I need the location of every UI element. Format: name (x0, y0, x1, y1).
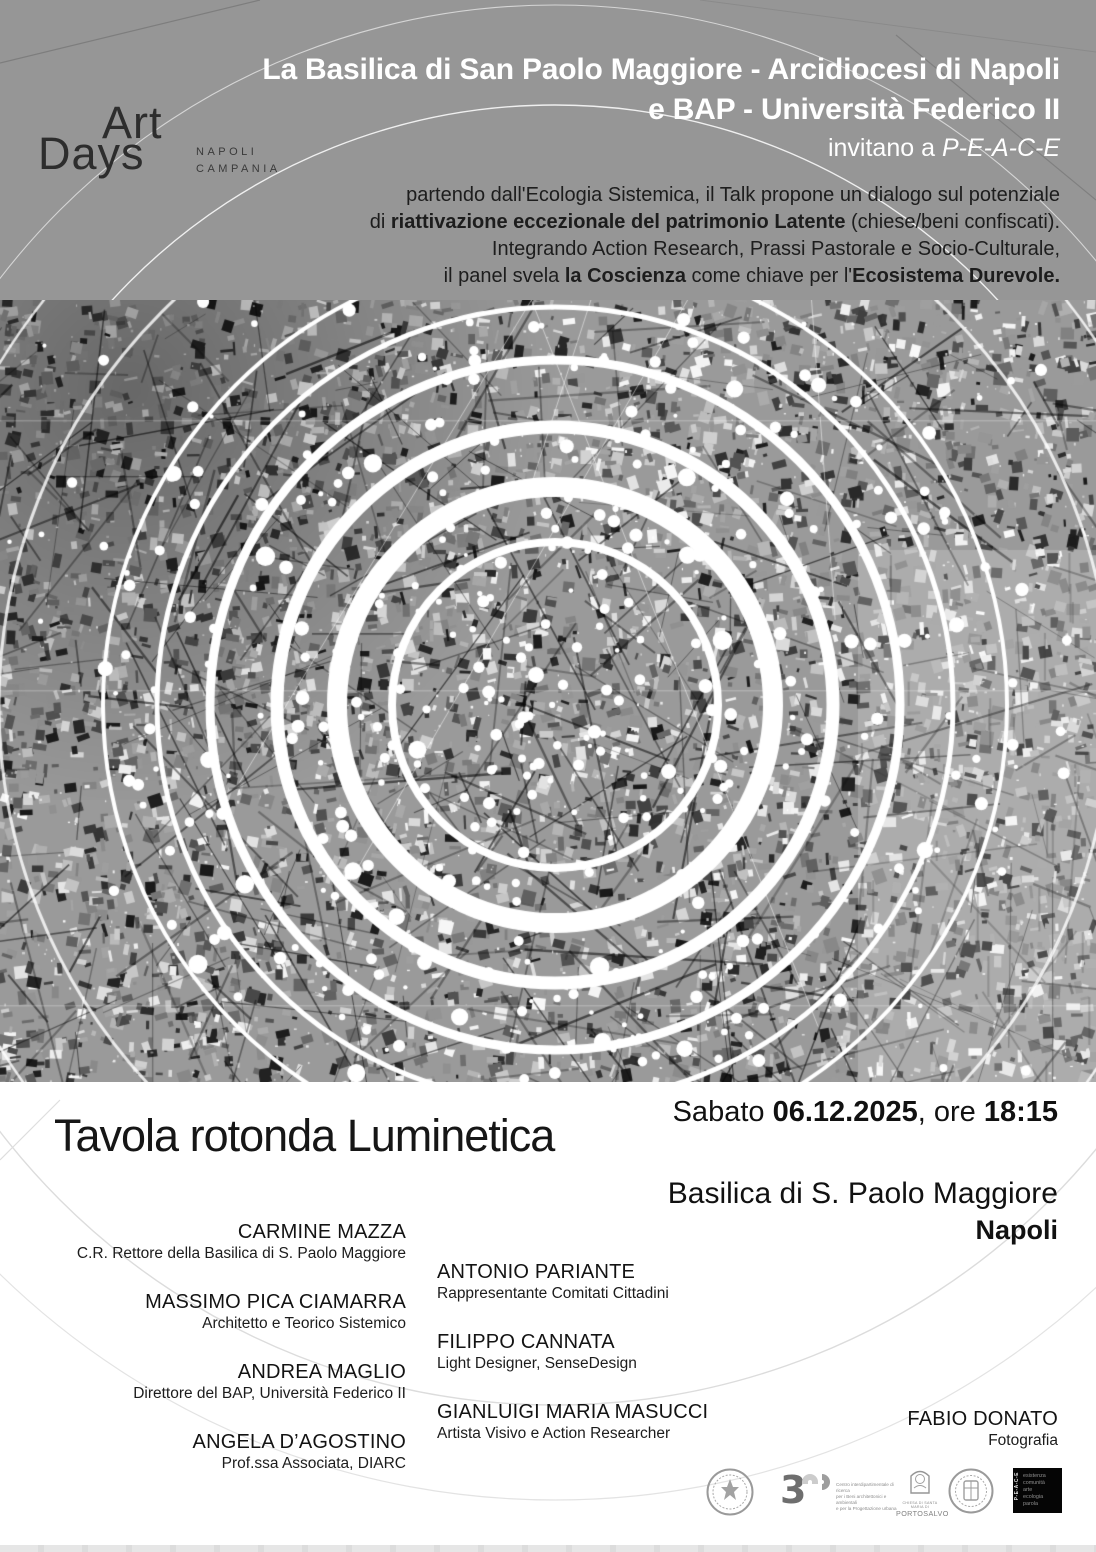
speaker-name: CARMINE MAZZA (237, 1221, 406, 1243)
speaker-role: Rappresentante Comitati Cittadini (437, 1285, 669, 1302)
event-title: Tavola rotonda Luminetica (54, 1110, 555, 1161)
university-seal-icon (706, 1468, 754, 1516)
portosalvo-arch-icon (908, 1466, 932, 1494)
header-title-line2: e BAP - Università Federico II (648, 93, 1060, 126)
venue-name: Basilica di S. Paolo Maggiore (667, 1177, 1058, 1210)
paragraph-line1: partendo dall'Ecologia Sistemica, il Talk propone un dialogo sul potenziale (406, 184, 1060, 206)
speaker-entry (40, 1290, 406, 1334)
satellite-map-naples (0, 300, 1096, 1082)
speaker-name: ANGELA D’AGOSTINO (192, 1431, 406, 1453)
speaker-role: Fotografia (988, 1432, 1058, 1449)
speaker-name: ANTONIO PARIANTE (437, 1261, 636, 1283)
speaker-role: Architetto e Teorico Sistemico (202, 1315, 406, 1332)
header-title-line1: La Basilica di San Paolo Maggiore - Arcidiocesi di Napoli (262, 53, 1060, 86)
peace-logo (1013, 1468, 1062, 1513)
header-titles (262, 50, 1060, 164)
peace-acronym: P-E-A-C-E (941, 134, 1060, 162)
header-paragraph (370, 182, 1060, 290)
speaker-entry (437, 1330, 767, 1374)
diocese-seal-icon (948, 1468, 994, 1514)
paragraph-line2: di riattivazione eccezionale del patrimonio Latente (chiese/beni confiscati). (369, 211, 1060, 233)
artdays-logo-days: Days (38, 128, 145, 179)
paragraph-line4: il panel svela la Coscienza come chiave per l'Ecosistema Durevole. (443, 265, 1060, 287)
event-time: 18:15 (983, 1096, 1058, 1128)
partner-logos-row (0, 1466, 1096, 1522)
artdays-logo-region: NAPOLI CAMPANIA (196, 146, 281, 175)
event-date: 06.12.2025 (772, 1096, 918, 1128)
artdays-logo-art: Art (102, 97, 163, 148)
speaker-name: ANDREA MAGLIO (237, 1361, 406, 1383)
speaker-role: C.R. Rettore della Basilica di S. Paolo Maggiore (76, 1245, 406, 1262)
speaker-role: Artista Visivo e Action Researcher (437, 1425, 671, 1442)
header-band (0, 0, 1096, 300)
peace-logo-words: esistenza comunità arte ecologia parola (1023, 1473, 1046, 1507)
speaker-entry (758, 1407, 1058, 1451)
speaker-role: Prof.ssa Associata, DIARC (221, 1455, 406, 1472)
bottom-edge-strip (0, 1545, 1096, 1552)
speaker-role: Direttore del BAP, Università Federico II (133, 1385, 406, 1402)
venue-city: Napoli (975, 1215, 1058, 1245)
speakers-column-left (40, 1220, 406, 1474)
speaker-name: FABIO DONATO (907, 1408, 1058, 1430)
portosalvo-logo: CHIESA DI SANTA MARIA DI PORTOSALVO (896, 1466, 944, 1518)
event-venue (668, 1175, 1058, 1247)
speaker-name: FILIPPO CANNATA (437, 1331, 615, 1353)
bap-center-caption: Centro interdipartimentale di ricerca per i Beni architettonici e ambientali e per la Progettazione urbana (836, 1482, 897, 1511)
header-invite-line: invitano a P-E-A-C-E (827, 134, 1060, 162)
satellite-map-canvas (0, 300, 1096, 1082)
event-datetime: Sabato 06.12.2025, ore 18:15 (672, 1096, 1058, 1128)
speaker-entry (437, 1260, 767, 1304)
speakers-column-right (758, 1407, 1058, 1451)
speaker-name: MASSIMO PICA CIAMARRA (145, 1291, 406, 1313)
peace-logo-acronym: P-E-A-C-E (1014, 1472, 1020, 1501)
speakers-column-middle (437, 1260, 767, 1444)
bap-300-logo: 3 (780, 1472, 830, 1512)
speaker-entry (40, 1360, 406, 1404)
speaker-role: Light Designer, SenseDesign (437, 1355, 637, 1372)
speaker-entry (437, 1400, 767, 1444)
speaker-entry (40, 1220, 406, 1264)
footer-section (0, 1082, 1096, 1552)
paragraph-line3: Integrando Action Research, Prassi Pastorale e Socio-Culturale, (491, 238, 1060, 260)
speaker-name: GIANLUIGI MARIA MASUCCI (437, 1401, 709, 1423)
